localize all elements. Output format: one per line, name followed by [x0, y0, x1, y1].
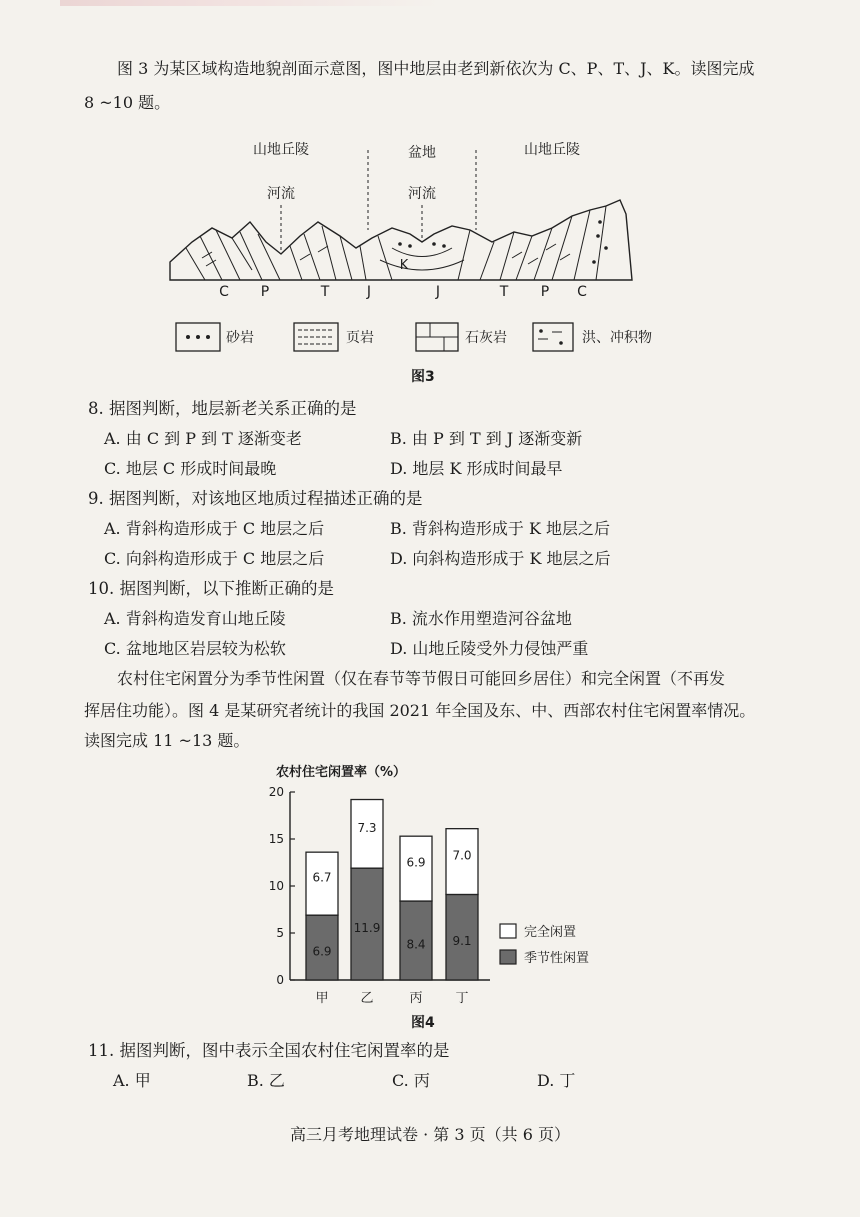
- x-category-label: 丙: [409, 991, 423, 1006]
- legend-swatch: [500, 924, 516, 938]
- question-11-option-c: C. 丙: [392, 1071, 430, 1090]
- bar-value-label: 7.3: [357, 820, 377, 835]
- strata-label: T: [499, 284, 509, 300]
- bar-value-label: 6.9: [312, 944, 332, 959]
- strata-label: P: [540, 284, 550, 300]
- question-9-option-d: D. 向斜构造形成于 K 地层之后: [390, 549, 611, 568]
- x-category-label: 乙: [360, 991, 374, 1006]
- strata-label: T: [320, 284, 330, 300]
- y-tick-label: 15: [268, 832, 284, 846]
- question-10-stem: 10. 据图判断，以下推断正确的是: [88, 579, 334, 598]
- figure-3-caption: 图3: [411, 369, 435, 385]
- legend-swatch: [500, 950, 516, 964]
- question-9-option-b: B. 背斜构造形成于 K 地层之后: [390, 519, 611, 538]
- question-9-stem: 9. 据图判断，对该地区地质过程描述正确的是: [88, 489, 423, 508]
- y-tick-label: 20: [268, 785, 284, 799]
- figure-3-profile: [0, 130, 860, 370]
- chart-title: 农村住宅闲置率（%）: [276, 765, 407, 780]
- question-8-option-c: C. 地层 C 形成时间最晚: [104, 459, 277, 478]
- legend-label-sandstone: 砂岩: [226, 330, 254, 346]
- question-10-option-b: B. 流水作用塑造河谷盆地: [390, 609, 572, 628]
- question-8-stem: 8. 据图判断，地层新老关系正确的是: [88, 399, 357, 418]
- question-11-option-a: A. 甲: [113, 1071, 151, 1090]
- bar-value-label: 6.7: [312, 870, 332, 885]
- region-right-label: 山地丘陵: [524, 142, 580, 158]
- question-11-option-d: D. 丁: [537, 1071, 576, 1090]
- y-tick-label: 10: [268, 879, 284, 893]
- bar-value-label: 8.4: [406, 937, 426, 952]
- question-11-option-b: B. 乙: [247, 1071, 285, 1090]
- intro-1-line-1: 图 3 为某区域构造地貌剖面示意图，图中地层由老到新依次为 C、P、T、J、K。读图完成: [117, 59, 755, 78]
- legend-label-shale: 页岩: [346, 330, 374, 346]
- question-9-option-c: C. 向斜构造形成于 C 地层之后: [104, 549, 325, 568]
- legend-label-limestone: 石灰岩: [465, 330, 507, 346]
- bar-value-label: 7.0: [452, 848, 472, 863]
- x-category-label: 甲: [315, 991, 329, 1006]
- intro-2-line-3: 读图完成 11 ~13 题。: [84, 731, 250, 750]
- alluvium-icon: [533, 323, 573, 351]
- strata-label: C: [219, 284, 229, 300]
- question-11-stem: 11. 据图判断，图中表示全国农村住宅闲置率的是: [88, 1041, 450, 1060]
- question-8-option-a: A. 由 C 到 P 到 T 逐渐变老: [104, 429, 302, 448]
- figure-4-chart: [0, 758, 860, 1018]
- y-tick-label: 0: [276, 973, 284, 987]
- region-middle-label: 盆地: [408, 145, 436, 161]
- intro-1-line-2: 8 ~10 题。: [84, 93, 171, 112]
- y-tick-label: 5: [276, 926, 284, 940]
- question-9-option-a: A. 背斜构造形成于 C 地层之后: [104, 519, 325, 538]
- legend-label: 完全闲置: [524, 925, 577, 940]
- strata-label: P: [260, 284, 270, 300]
- figure-3-legend: [176, 323, 652, 351]
- legend-label-alluvium: 洪、冲积物: [582, 330, 652, 346]
- question-10-option-a: A. 背斜构造发育山地丘陵: [104, 609, 286, 628]
- x-category-label: 丁: [455, 991, 469, 1006]
- bar-value-label: 6.9: [406, 855, 426, 870]
- bar-value-label: 11.9: [353, 921, 381, 936]
- question-8-option-d: D. 地层 K 形成时间最早: [390, 459, 563, 478]
- question-10-option-d: D. 山地丘陵受外力侵蚀严重: [390, 639, 589, 658]
- region-left-label: 山地丘陵: [253, 142, 309, 158]
- river-middle-label: 河流: [408, 186, 436, 202]
- strata-label: J: [366, 284, 372, 300]
- question-8-option-b: B. 由 P 到 T 到 J 逐渐变新: [390, 429, 583, 448]
- strata-label: J: [435, 284, 441, 300]
- strata-label: C: [577, 284, 587, 300]
- scan-artifact: [60, 0, 440, 6]
- strata-k-label: K: [399, 258, 409, 273]
- legend-label: 季节性闲置: [524, 951, 590, 966]
- question-10-option-c: C. 盆地地区岩层较为松软: [104, 639, 286, 658]
- figure-4-caption: 图4: [411, 1015, 435, 1031]
- bar-value-label: 9.1: [452, 934, 472, 949]
- page-footer: 高三月考地理试卷 · 第 3 页（共 6 页）: [290, 1125, 570, 1144]
- river-left-label: 河流: [267, 186, 295, 202]
- intro-2-line-2: 挥居住功能）。图 4 是某研究者统计的我国 2021 年全国及东、中、西部农村住宅闲置率情况。: [84, 701, 756, 720]
- intro-2-line-1: 农村住宅闲置分为季节性闲置（仅在春节等节假日可能回乡居住）和完全闲置（不再发: [117, 669, 726, 688]
